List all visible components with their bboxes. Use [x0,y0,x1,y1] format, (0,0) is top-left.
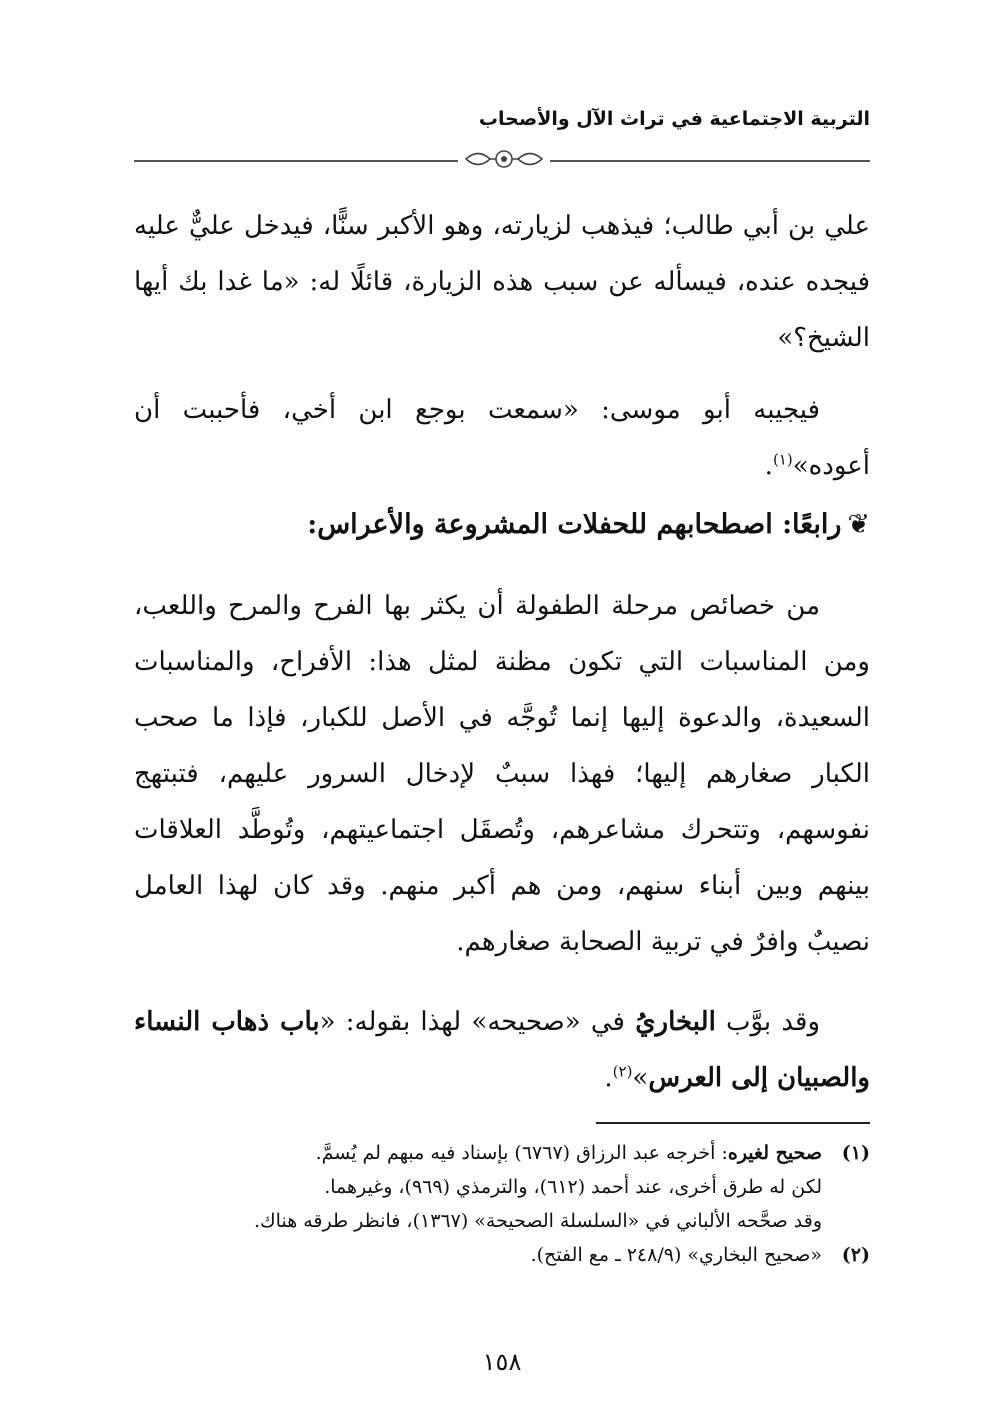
footnote-rule [596,1122,870,1124]
footnote-1-line-2: لكن له طرق أخرى، عند أحمد (٦١٢)، والترمذي (٩٦٩)، وغيرهما. [324,1176,822,1198]
bukhari-name: البخاريُ [635,1007,716,1037]
paragraph-3 [134,578,870,970]
footnote-2 [134,1238,870,1272]
paragraph-2 [134,382,870,494]
footnote-ref-2[interactable]: (٢) [612,1062,633,1081]
footnote-ref-1[interactable]: (١) [772,450,793,469]
paragraph-4-pre: وقد بوَّب [715,1007,820,1037]
ornament-icon [458,144,550,174]
paragraph-3-text: من خصائص مرحلة الطفولة أن يكثر بها الفرح والمرح واللعب، ومن المناسبات التي تكون مظنة لمثل هذا: الأفراح، والمناسبات السعيدة، والدعوة إليها إنما تُوجَّه في الأصل للكبار، فإذا ما صحب الكبار صغارهم إليها؛ فهذا سببٌ لإدخال السرور عليهم، فتبتهج نفوسهم، وتتحرك مشاعرهم، وتُصقَل اجتماعيتهم، وتُوطَّد العلاقات بينهم وبين أبناء سنهم، ومن هم أكبر منهم. وقد كان لهذا العامل نصيبٌ وافرٌ في تربية الصحابة صغارهم. [134,591,870,957]
footnote-1-line-3: وقد صحَّحه الألباني في «السلسلة الصحيحة» (١٣٦٧)، فانظر طرقه هناك. [253,1210,822,1232]
paragraph-2-end: . [764,451,773,481]
paragraph-2-text: فيجيبه أبو موسى: «سمعت بوجع ابن أخي، فأحببت أن أعوده» [134,395,870,481]
footnote-2-text: «صحيح البخاري» (٢٤٨/٩ ـ مع الفتح). [530,1244,822,1266]
fleuron-icon: ❦ [847,509,870,540]
footnote-2-number: (٢) [841,1244,870,1266]
footnote-1-text: : أخرجه عبد الرزاق (٦٧٦٧) بإسناد فيه مبهم لم يُسمَّ. [315,1142,728,1164]
footnote-1 [134,1136,870,1170]
paragraph-4-mid: في «صحيحه» لهذا بقوله: « [319,1007,636,1037]
page-number: ١٥٨ [482,1348,522,1376]
paragraph-4-end: . [604,1063,613,1093]
paragraph-4-close: » [632,1063,649,1093]
footnote-1-grade: صحيح لغيره [727,1142,822,1164]
footnote-1-number: (١) [841,1142,870,1164]
chapter-title: باب ذهاب النساء والصبيان إلى العرس [134,1007,870,1093]
section-heading [134,497,870,553]
section-heading-text: رابعًا: اصطحابهم للحفلات المشروعة والأعراس: [307,509,842,540]
paragraph-1-text: علي بن أبي طالب؛ فيذهب لزيارته، وهو الأكبر سنًّا، فيدخل عليٌّ عليه فيجده عنده، فيسأله عن سبب هذه الزيارة، قائلًا له: «ما غدا بك أيها الشيخ؟» [134,211,870,353]
paragraph-1 [134,198,870,366]
footnotes [134,1136,870,1272]
running-title: التربية الاجتماعية في تراث الآل والأصحاب [478,108,870,130]
paragraph-4 [134,994,870,1106]
